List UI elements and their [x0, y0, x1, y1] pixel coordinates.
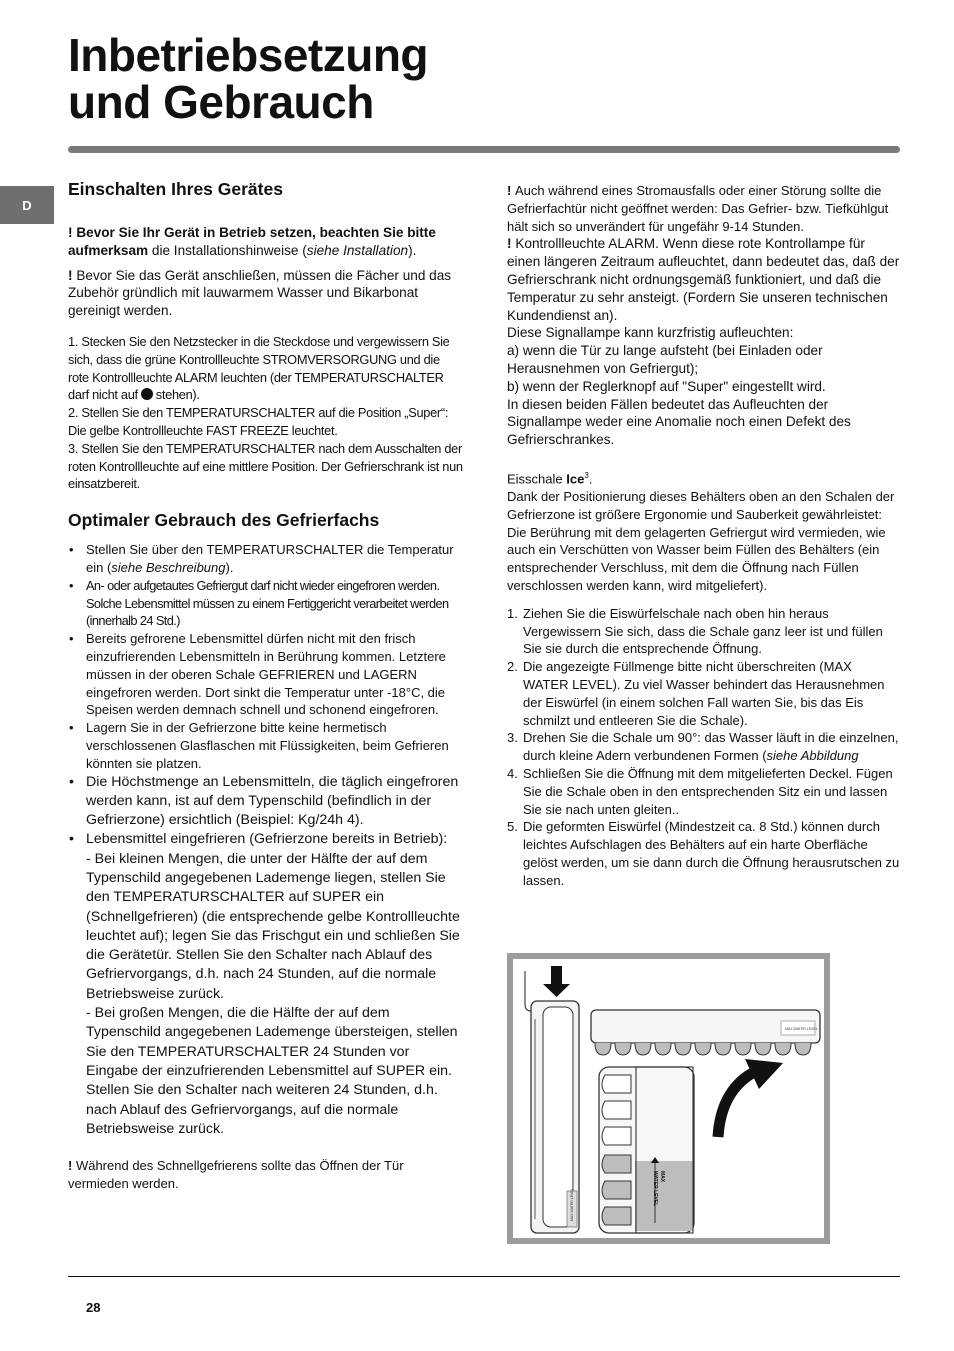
step-2: 2. Stellen Sie den TEMPERATURSCHALTER auf die Position „Super“: Die gelbe Kontrollleuchte FAST FREEZE leuchtet.	[68, 405, 449, 438]
step-3: 3. Stellen Sie den TEMPERATURSCHALTER nach dem Ausschalten der roten Kontrollleuchte auf eine mittlere Position. Der Gefrierschrank ist nun einsatzbereit.	[68, 440, 463, 492]
title-line-2: und Gebrauch	[68, 76, 374, 128]
usage-bullets-large	[68, 773, 463, 1140]
filled-circle-icon	[141, 388, 153, 400]
list-item: 2. Die angezeigte Füllmenge bitte nicht überschreiten (MAX WATER LEVEL). Zu viel Wasser behindert das Herausnehmen der Eiswürfel (in einem solchen Fall warten Sie, bis das Eis schmilzt und entleeren Sie die Schale).	[507, 659, 885, 728]
list-item: 1. Ziehen Sie die Eiswürfelschale nach oben hin heraus Vergewissern Sie sich, dass die Schale ganz leer ist und füllen Sie sie durch die entsprechende Öffnung.	[507, 605, 883, 657]
list-item: • Stellen Sie über den TEMPERATURSCHALTER die Temperatur ein (siehe Beschreibung).	[68, 541, 463, 577]
startup-steps	[68, 333, 463, 493]
page-title	[68, 29, 429, 128]
list-item: • Lebensmittel eingefrieren (Gefrierzone bereits in Betrieb): - Bei kleinen Mengen, die unter der Hälfte der auf dem Typenschild angegebenen Lademenge liegen, stellen Sie den TEMPERATURSCHALTER auf SUPER ein (Schnellgefrieren) (die entsprechende gelbe Kontrollleuchte leuchtet auf); legen Sie das Frischgut ein und schließen Sie die Gerätetür. Stellen Sie den Schalter nach Ablauf des Gefriervorgangs, d.h. nach 24 Stunden, auf die normale Betriebsweise zurück. - Bei großen Mengen, die die Hälfte der auf dem Typenschild angegebenen Lademenge übersteigen, stellen Sie den TEMPERATURSCHALTER 24 Stunden vor Eingabe der einzufrierenden Lebensmittel auf SUPER ein. Stellen Sie den Schalter nach weiteren 24 Stunden, d.h. nach Ablauf des Gefriervorgangs, auf die normale Betriebsweise zurück.	[68, 830, 463, 1139]
ice-tray-label: Eisschale Ice$^3$.	[507, 470, 593, 487]
ice-tray-illustration	[513, 959, 824, 1238]
step-1: 1. Stecken Sie den Netzstecker in die Steckdose und vergewissern Sie sich, dass die grüne Kontrollleuchte STROMVERSORGUNG und die rote Kontrollleuchte ALARM leuchten (der TEMPERATURSCHALTER darf nicht auf stehen).	[68, 333, 450, 403]
bottom-rule	[68, 1276, 900, 1277]
list-item: • An- oder aufgetautes Gefriergut darf nicht wieder eingefroren werden. Solche Lebensmittel müssen zu einem Fertiggericht verarbeitet werden (innerhalb 24 Std.)	[68, 577, 463, 630]
max-label: MAX	[659, 1171, 665, 1183]
arrow-down-icon	[543, 984, 570, 997]
warning-install: ! Bevor Sie Ihr Gerät in Betrieb setzen, beachten Sie bitte aufmerksam die Installationshinweise (siehe Installation).	[68, 225, 436, 258]
warning-fast-freeze: ! Während des Schnellgefrierens sollte das Öffnen der Tür vermieden werden.	[68, 1158, 404, 1191]
warning-clean: ! Bevor Sie das Gerät anschließen, müssen die Fächer und das Zubehör gründlich mit lauwarmem Wasser und Bikarbonat gereinigt werden.	[68, 267, 452, 319]
page-number: 28	[86, 1300, 101, 1315]
tray-max-label-small: MAX WATER LEVEL	[570, 1188, 574, 1221]
ice-tray-text: Dank der Positionierung dieses Behälters oben an den Schalen der Gefrierzone ist größere Ergonomie und Sauberkeit gewährleistet: Die Berührung mit dem gelagerten Gefriergut wird vermieden, wie auch ein Verschütten von Wasser beim Füllen des Behälters (ein entsprechender Verschluss, mit dem die Öffnung nach Füllen verschlossen werden kann, wird mitgeliefert).	[507, 489, 895, 594]
list-item: • Bereits gefrorene Lebensmittel dürfen nicht mit den frisch einzufrierenden Lebensmitteln in Berührung kommen. Letztere müssen in der oberen Schale GEFRIEREN und LAGERN eingefroren werden. Dort sinkt die Temperatur unter -18°C, die Speisen werden demnach schnell und schonend eingefroren.	[68, 630, 463, 719]
section-heading-einschalten: Einschalten Ihres Gerätes	[68, 179, 283, 199]
top-rule	[68, 146, 900, 153]
warning-power-outage: ! Auch während eines Stromausfalls oder einer Störung sollte die Gefrierfachtür nicht geöffnet werden: Das Gefrier- bzw. Tiefkühlgut hält sich so unverändert für ungefähr 9-14 Stunden.	[507, 183, 889, 234]
water-level-label: WATER LEVEL	[652, 1171, 658, 1207]
title-line-1: Inbetriebsetzung	[68, 29, 429, 81]
list-item: 3. Drehen Sie die Schale um 90°: das Wasser läuft in die einzelnen, durch kleine Adern verbundenen Formen (siehe Abbildung	[507, 730, 899, 764]
ice-tray-figure	[507, 953, 830, 1244]
right-column	[507, 182, 900, 890]
usage-bullets	[68, 541, 463, 772]
list-item: 4. Schließen Sie die Öffnung mit dem mitgelieferten Deckel. Fügen Sie die Schale oben in den entsprechenden Sitz ein und lassen Sie sie nach unten gleiten..	[507, 766, 893, 817]
list-item: • Lagern Sie in der Gefrierzone bitte keine hermetisch verschlossenen Glasflaschen mit Flüssigkeiten, beim Gefrieren könnten sie platzen.	[68, 719, 463, 772]
section-heading-gefrierfach: Optimaler Gebrauch des Gefrierfachs	[68, 510, 380, 531]
ice-steps	[507, 605, 900, 890]
language-tab: D	[0, 186, 54, 224]
left-column	[68, 178, 463, 1200]
horizontal-max-label: MAX WATER LEVEL	[785, 1027, 818, 1031]
list-item: 5. Die geformten Eiswürfel (Mindestzeit ca. 8 Std.) können durch leichtes Aufschlagen des Behälters auf ein harte Oberfläche gelöst werden, um sie dann durch die Öffnung herausrutschen zu lassen.	[507, 819, 900, 888]
warning-alarm: ! Kontrollleuchte ALARM. Wenn diese rote Kontrollampe für einen längeren Zeitraum aufleuchtet, dann bedeutet das, daß der Gefrierschrank nicht ordnungsgemäß funktioniert, und daß die Temperatur zu sehr ansteigt. (Fordern Sie unseren technischen Kundendienst an). Diese Signallampe kann kurzfristig aufleuchten: a) wenn die Tür zu lange aufsteht (bei Einladen oder Herausnehmen von Gefriergut); b) wenn der Reglerknopf auf "Super" eingestellt wird. In diesen beiden Fällen bedeutet das Aufleuchten der Signallampe weder eine Anomalie noch einen Defekt des Gefrierschrankes.	[507, 236, 900, 448]
list-item: • Die Höchstmenge an Lebensmitteln, die täglich eingefroren werden kann, ist auf dem Typenschild (befindlich in der Gefrierzone) ersichtlich (Beispiel: Kg/24h 4).	[68, 773, 463, 831]
